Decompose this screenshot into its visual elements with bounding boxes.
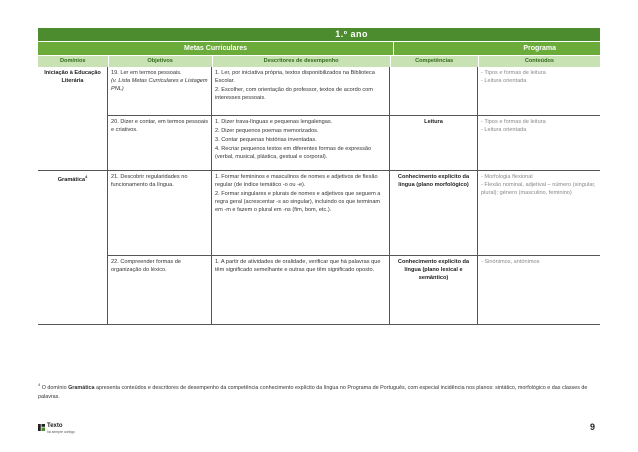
col-header-descritores: Descritores de desempenho — [213, 56, 390, 67]
publisher-logo — [38, 423, 75, 434]
competence-cell: Conhecimento explícito da língua (plano lexical e semântico) — [390, 256, 478, 324]
descriptor-item: 2. Formar singulares e plurais de nomes e adjetivos que seguem a regra geral (acrescentar -s ao singular), incluindo os que terminam em -m e fazem o plural em -ns (fim, bom, etc.). — [215, 191, 381, 213]
content-item: - Tipos e formas de leitura — [481, 118, 597, 126]
objective-cell — [108, 116, 212, 170]
footnote-mark: 4 — [38, 382, 41, 387]
descriptor-item: 1. Dizer trava-línguas e pequenas lengalengas. — [215, 118, 333, 125]
descriptor-item: 1. A partir de atividades de oralidade, verificar que há palavras que têm significado semelhante e outras que têm significado oposto. — [215, 259, 381, 274]
content-item: - Sinónimos, antónimos — [481, 258, 597, 266]
objective-cell — [108, 67, 212, 115]
domain-block — [38, 171, 600, 325]
col-header-competencias: Competências — [391, 56, 478, 67]
competence-cell: Leitura — [390, 116, 478, 170]
descriptor-cell — [212, 171, 390, 255]
footnote-text-after: apresenta conteúdos e descritores de desempenho da competência conhecimento explícito da língua no Programa de Português, com especial incidência nos planos: sintático, morfológico e das classes de palavras. — [38, 384, 588, 400]
objective-cell: 21. Descobrir regularidades no funcionamento da língua. — [108, 171, 212, 255]
contents-cell — [478, 116, 600, 170]
descriptor-item: 3. Contar pequenas histórias inventadas. — [215, 136, 317, 143]
col-header-conteudos: Conteúdos — [479, 56, 600, 67]
table-row — [108, 116, 600, 170]
descriptor-cell — [212, 116, 390, 170]
logo-name: Texto — [47, 423, 63, 429]
header-metas: Metas Curriculares — [38, 42, 393, 55]
header-top — [38, 42, 600, 55]
content-item: - Morfologia flexional — [481, 173, 597, 181]
domain-cell — [38, 171, 108, 324]
competence-cell — [390, 67, 478, 115]
descriptor-cell — [212, 256, 390, 324]
contents-cell — [478, 256, 600, 324]
page-number: 9 — [590, 422, 596, 432]
contents-cell — [478, 171, 600, 255]
competence-cell: Conhecimento explícito da língua (plano morfológico) — [390, 171, 478, 255]
col-header-objetivos: Objetivos — [109, 56, 212, 67]
descriptor-cell — [212, 67, 390, 115]
objective-text: 19. Ler em termos pessoais. — [111, 70, 182, 76]
descriptor-item: 1. Ler, por iniciativa própria, textos disponibilizados na Biblioteca Escolar. — [215, 70, 375, 84]
objective-text: 20. Dizer e contar, em termos pessoais e criativos. — [111, 118, 208, 133]
table-row — [108, 67, 600, 116]
objective-cell: 22. Compreender formas de organização do léxico. — [108, 256, 212, 324]
footnote-bold: Gramática — [68, 384, 95, 391]
descriptor-item: 1. Formar femininos e masculinos de nomes e adjetivos de flexão regular (de índice temático -o ou -e). — [215, 174, 378, 188]
descriptor-item: 4. Recriar pequenos textos em diferentes formas de expressão (verbal, musical, plástica, gestual e corporal). — [215, 145, 372, 160]
curriculum-table — [38, 28, 600, 325]
contents-cell — [478, 67, 600, 115]
domain-block — [38, 67, 600, 171]
content-item: - Flexão nominal, adjetival – número (singular, plural); género (masculino, feminino) — [481, 181, 597, 197]
year-bar: 1.º ano — [38, 28, 600, 41]
objective-note: (v. Lista Metas Curriculares e Listagem PNL) — [111, 78, 208, 92]
table-row — [108, 171, 600, 256]
header-programa: Programa — [394, 42, 600, 55]
domain-label: Iniciação à Educação Literária — [44, 70, 101, 84]
footnote-ref: 4 — [85, 174, 88, 179]
descriptor-item: 2. Escolher, com orientação do professor, textos de acordo com interesses pessoais. — [215, 87, 373, 101]
col-header-dominios: Domínios — [38, 56, 108, 67]
texto-logo-icon — [38, 424, 45, 431]
descriptor-item: 2. Dizer pequenos poemas memorizados. — [215, 127, 319, 134]
content-item: - Tipos e formas de leitura — [481, 69, 597, 77]
column-headers — [38, 56, 600, 67]
domain-cell — [38, 67, 108, 170]
content-item: - Leitura orientada — [481, 126, 597, 134]
footnote-text-before: O domínio — [40, 384, 69, 391]
content-item: - Leitura orientada — [481, 77, 597, 85]
domain-label: Gramática — [57, 176, 86, 183]
logo-tagline: há sempre contigo — [47, 430, 75, 434]
table-row — [108, 256, 600, 324]
footnote — [38, 380, 600, 402]
